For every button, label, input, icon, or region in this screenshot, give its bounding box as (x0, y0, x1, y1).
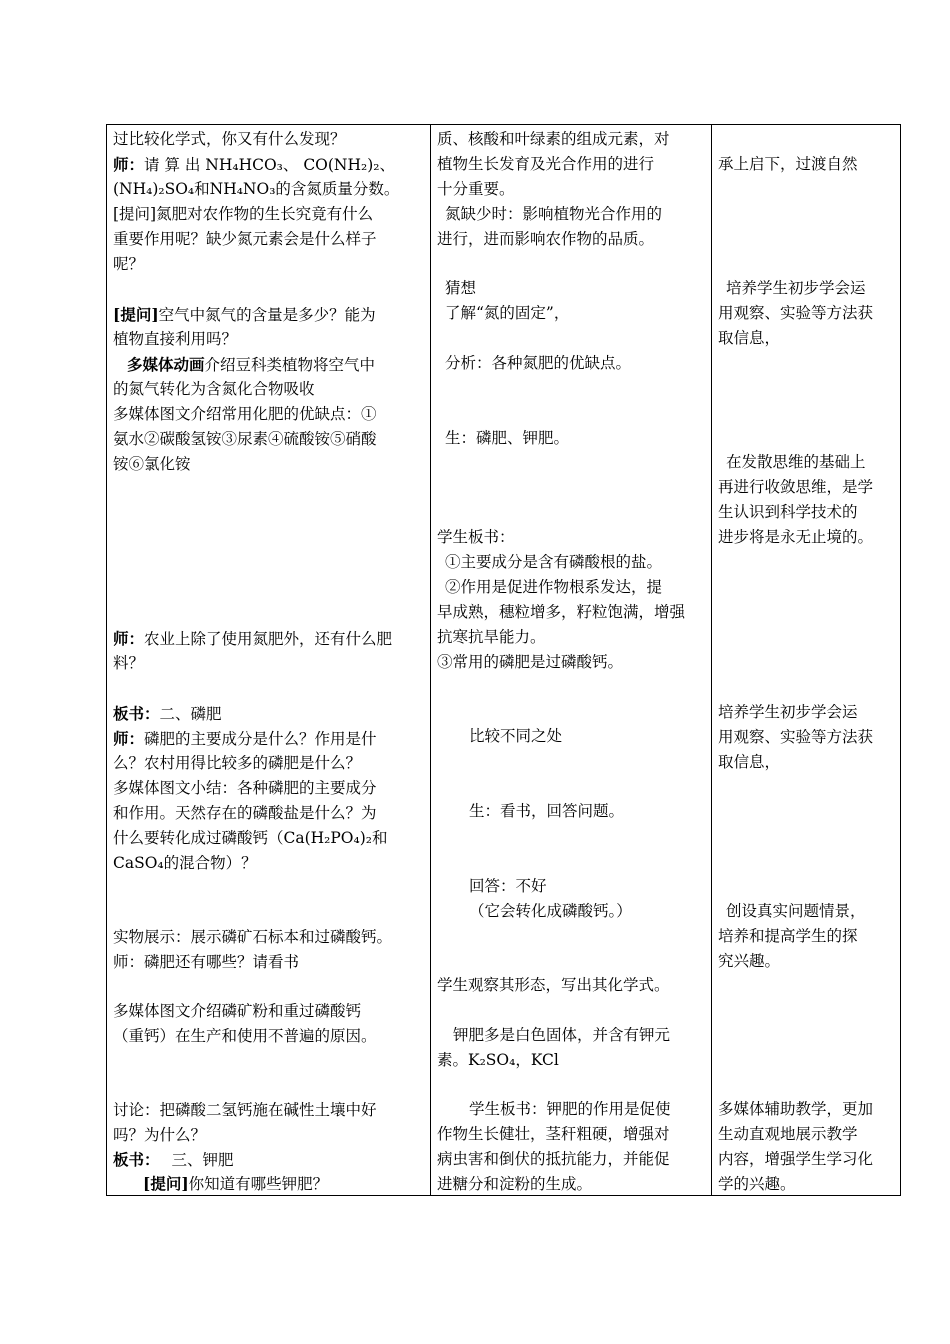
text-line (113, 152, 424, 178)
text-line (113, 626, 424, 652)
text-line: 进步将是永无止境的。 (718, 528, 874, 546)
text-line (113, 701, 424, 727)
text-line: 学的兴趣。 (718, 1175, 796, 1193)
text-line: 氨水②碳酸氢铵③尿素④硫酸铵⑤硝酸 (113, 430, 377, 448)
text-line: 质、核酸和叶绿素的组成元素，对 (437, 130, 670, 148)
text-line: 生：磷肥、钾肥。 (445, 429, 570, 447)
question-label: [提问] (143, 1174, 189, 1193)
text-line: 用观察、实验等方法获 (718, 728, 874, 746)
text-line: 病虫害和倒伏的抵抗能力，并能促 (437, 1150, 670, 1168)
text-line: 讨论：把磷酸二氢钙施在碱性土壤中好 (113, 1101, 377, 1119)
design-intent-cell (712, 125, 901, 1196)
line-text: 农业上除了使用氮肥外，还有什么肥 (144, 630, 393, 648)
text-line: 取信息， (718, 753, 781, 771)
text-line: 师：磷肥还有哪些？请看书 (113, 953, 300, 971)
line-text: 空气中氮气的含量是多少？能为 (158, 306, 376, 324)
text-line: 在发散思维的基础上 (726, 453, 866, 471)
text-line (113, 1147, 424, 1173)
text-line: 用观察、实验等方法获 (718, 304, 874, 322)
line-text: 三、钾肥 (171, 1151, 234, 1169)
lesson-plan-table (106, 124, 901, 1196)
text-line: 铵⑥氯化铵 (113, 455, 191, 473)
question-label: [提问] (113, 305, 159, 324)
text-line: 和作用。天然存在的磷酸盐是什么？为 (113, 804, 377, 822)
text-line: CaSO₄的混合物）？ (113, 854, 257, 872)
text-line: 吗？为什么？ (113, 1126, 207, 1144)
text-line: 植物生长发育及光合作用的进行 (437, 155, 655, 173)
text-line: 了解“氮的固定”， (445, 304, 570, 322)
text-line: 再进行收敛思维，是学 (718, 478, 874, 496)
text-line: 取信息， (718, 329, 781, 347)
text-line: 么？农村用得比较多的磷肥是什么？ (113, 754, 362, 772)
multimedia-label: 多媒体动画 (127, 355, 205, 374)
text-line: 什么要转化成过磷酸钙（Ca(H₂PO₄)₂和 (113, 829, 388, 847)
text-line (113, 302, 424, 328)
board-label: 板书： (113, 1150, 160, 1169)
text-line: 呢？ (113, 255, 145, 273)
text-line: 植物直接利用吗？ (113, 330, 238, 348)
text-line: （重钙）在生产和使用不普遍的原因。 (113, 1027, 377, 1045)
student-activity-cell (431, 125, 712, 1196)
text-line (113, 726, 424, 752)
text-line: 猜想 (445, 279, 477, 297)
text-line: 料？ (113, 654, 145, 672)
line-text: 你知道有哪些钾肥？ (188, 1175, 329, 1193)
text-line: 早成熟，穗粒增多，籽粒饱满，增强 (437, 603, 686, 621)
table-row (107, 125, 901, 1196)
text-line: [提问]氮肥对农作物的生长究竟有什么 (113, 205, 374, 223)
text-line: 生认识到科学技术的 (718, 503, 858, 521)
text-line: 培养学生初步学会运 (726, 279, 866, 297)
text-line: 多媒体辅助教学，更加 (718, 1100, 874, 1118)
text-line: （它会转化成磷酸钙。） (469, 902, 632, 920)
text-line: 生动直观地展示教学 (718, 1125, 858, 1143)
text-line: 进行，进而影响农作物的品质。 (437, 230, 655, 248)
text-line: 进糖分和淀粉的生成。 (437, 1175, 593, 1193)
text-line: 多媒体图文介绍磷矿粉和重过磷酸钙 (113, 1002, 362, 1020)
text-line: 培养学生初步学会运 (718, 703, 858, 721)
line-text: 二、磷肥 (159, 705, 222, 723)
text-line: 内容，增强学生学习化 (718, 1150, 874, 1168)
text-line: ③常用的磷肥是过磷酸钙。 (437, 653, 624, 671)
text-line: 钾肥多是白色固体，并含有钾元 (453, 1026, 671, 1044)
text-line: 实物展示：展示磷矿石标本和过磷酸钙。 (113, 928, 393, 946)
text-line: 十分重要。 (437, 180, 515, 198)
text-line: 多媒体图文小结：各种磷肥的主要成分 (113, 779, 377, 797)
text-line: ①主要成分是含有磷酸根的盐。 (445, 553, 663, 571)
text-line: 分析：各种氮肥的优缺点。 (445, 354, 632, 372)
speaker-label: 师： (113, 629, 145, 648)
text-line: 作物生长健壮，茎秆粗硬，增强对 (437, 1125, 670, 1143)
text-line: 承上启下，过渡自然 (718, 155, 858, 173)
line-text: 介绍豆科类植物将空气中 (204, 356, 376, 374)
text-line: 创设真实问题情景， (726, 902, 866, 920)
text-line: 氮缺少时：影响植物光合作用的 (445, 205, 663, 223)
text-line: 生：看书，回答问题。 (469, 802, 625, 820)
text-line: 重要作用呢？缺少氮元素会是什么样子 (113, 230, 377, 248)
text-line: 多媒体图文介绍常用化肥的优缺点：① (113, 405, 377, 423)
text-line: 学生板书：钾肥的作用是促使 (469, 1100, 671, 1118)
text-line: 学生板书： (437, 528, 515, 546)
teacher-activity-cell (107, 125, 431, 1196)
speaker-label: 师： (113, 155, 145, 174)
speaker-label: 师： (113, 729, 145, 748)
text-line: 抗寒抗旱能力。 (437, 628, 546, 646)
text-line (143, 1171, 424, 1197)
text-line: 过比较化学式，你又有什么发现？ (113, 130, 346, 148)
text-line: 培养和提高学生的探 (718, 927, 858, 945)
text-line: 回答：不好 (469, 877, 547, 895)
text-line: 比较不同之处 (469, 727, 563, 745)
text-line: (NH₄)₂SO₄和NH₄NO₃的含氮质量分数。 (113, 180, 400, 198)
text-line: 学生观察其形态，写出其化学式。 (437, 976, 670, 994)
text-line: 究兴趣。 (718, 952, 781, 970)
text-line (127, 352, 424, 378)
text-line: ②作用是促进作物根系发达，提 (445, 578, 663, 596)
line-text: 请 算 出 NH₄HCO₃、 CO(NH₂)₂、 (144, 156, 395, 174)
line-text: 磷肥的主要成分是什么？作用是什 (144, 730, 377, 748)
text-line: 素。K₂SO₄，KCl (437, 1051, 559, 1069)
board-label: 板书： (113, 704, 160, 723)
text-line: 的氮气转化为含氮化合物吸收 (113, 380, 315, 398)
